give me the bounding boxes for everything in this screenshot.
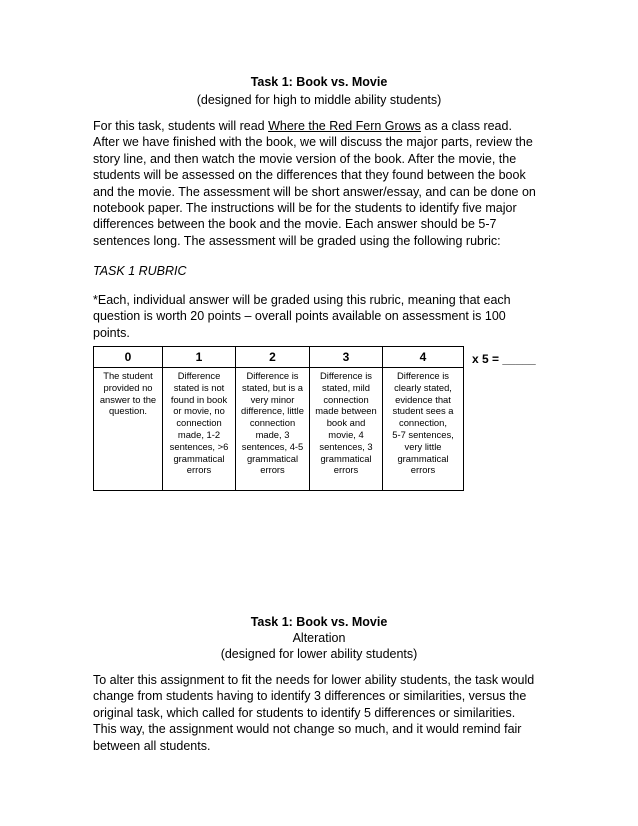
book-title: Where the Red Fern Grows	[268, 119, 421, 133]
score-header-2: 2	[236, 347, 310, 368]
rubric-table	[93, 346, 464, 491]
para-line: change from students having to identify 3 differences or similarities, versus the	[93, 689, 527, 704]
score-header-1: 1	[163, 347, 236, 368]
rubric-intro	[93, 292, 548, 341]
para-line: sentences long. The assessment will be graded using the following rubric:	[93, 233, 501, 248]
rubric-header-row	[94, 347, 464, 368]
para-line: notebook paper. The instructions will be for the students to identify five major	[93, 201, 517, 216]
alteration-ability-note: (designed for lower ability students)	[220, 647, 418, 661]
para-line: question is worth 20 points – overall points available on assessment is 100	[93, 309, 506, 324]
criteria-cell-2: Difference is stated, but is a very minor difference, little connection made, 3 sentences, 4-5 grammatical errors	[236, 368, 310, 491]
task1-title: Task 1: Book vs. Movie	[250, 75, 388, 89]
para-line: and the movie. The assessment will be short answer/essay, and can be done on	[93, 184, 536, 199]
criteria-cell-3: Difference is stated, mild connection made between book and movie, 4 sentences, 3 grammatical errors	[310, 368, 383, 491]
para-line: *Each, individual answer will be graded using this rubric, meaning that each	[93, 293, 511, 307]
alteration-subtitle: Alteration	[292, 631, 346, 645]
task1-subtitle: (designed for high to middle ability students)	[196, 93, 442, 107]
score-header-4: 4	[383, 347, 464, 368]
para-line: To alter this assignment to fit the needs for lower ability students, the task would	[93, 673, 535, 687]
task1-description	[93, 118, 548, 249]
criteria-cell-0: The student provided no answer to the question.	[94, 368, 163, 491]
para-line: points.	[93, 325, 130, 340]
score-multiplier: x 5 = _____	[472, 352, 536, 366]
criteria-cell-1: Difference stated is not found in book or movie, no connection made, 1-2 sentences, >6 grammatical errors	[163, 368, 236, 491]
score-header-0: 0	[94, 347, 163, 368]
alteration-title: Task 1: Book vs. Movie	[250, 615, 388, 629]
para-line: For this task, students will read Where the Red Fern Grows as a class read.	[93, 119, 512, 133]
criteria-cell-4: Difference is clearly stated, evidence that student sees a connection, 5-7 sentences, very little grammatical errors	[383, 368, 464, 491]
para-line: This way, the assignment would not change so much, and it would remind fair	[93, 722, 522, 737]
rubric-heading: TASK 1 RUBRIC	[93, 264, 187, 278]
rubric-criteria-row	[94, 368, 464, 491]
para-line: between all students.	[93, 738, 211, 753]
para-line: After we have finished with the book, we will discuss the major parts, review the	[93, 135, 533, 150]
para-line: original task, which called for students to identify 5 differences or similarities.	[93, 705, 516, 720]
alteration-description	[93, 672, 548, 754]
para-line: differences between the book and the movie. Each answer should be 5-7	[93, 217, 497, 232]
para-line: students will be assessed on the differences that they found between the book	[93, 168, 526, 183]
score-header-3: 3	[310, 347, 383, 368]
para-line: story line, and then watch the movie version of the book. After the movie, the	[93, 151, 517, 166]
